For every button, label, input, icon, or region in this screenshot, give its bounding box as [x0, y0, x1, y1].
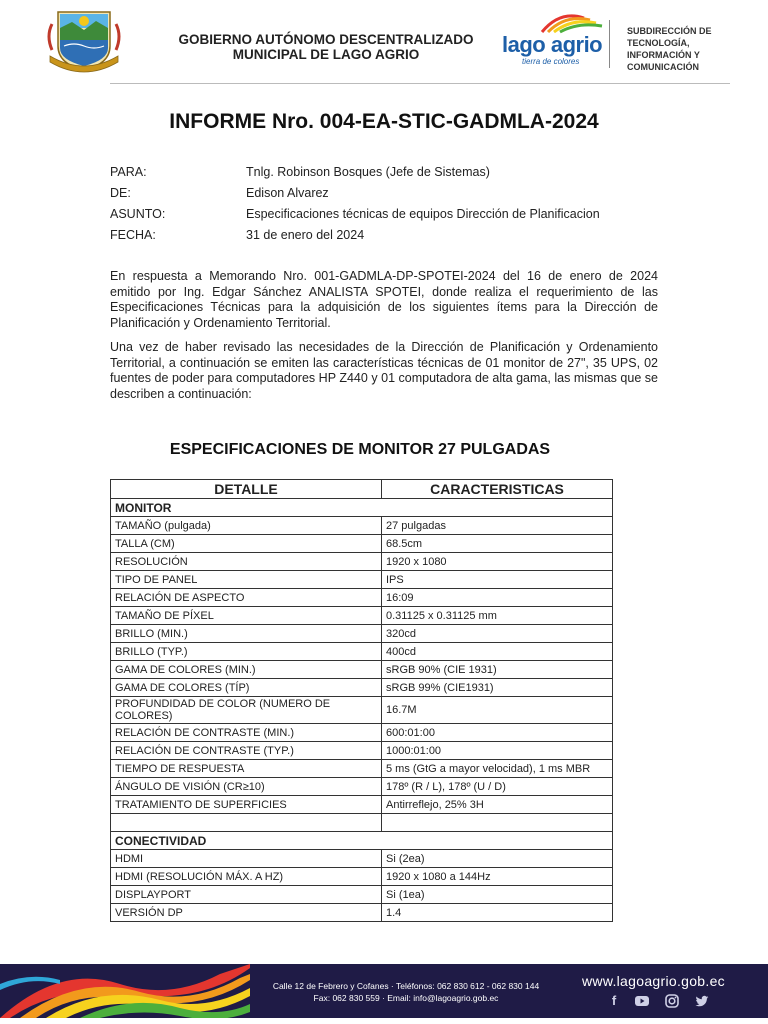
brand-name: lago agrio	[502, 32, 603, 57]
monitor-spec-table	[110, 479, 613, 922]
meta-label: DE:	[110, 186, 131, 200]
spec-key: VERSIÓN DP	[111, 904, 382, 922]
table-row	[111, 571, 613, 589]
spec-key: BRILLO (TYP.)	[111, 643, 382, 661]
table-row	[111, 850, 613, 868]
spec-key: RELACIÓN DE CONTRASTE (TYP.)	[111, 742, 382, 760]
spec-key: RELACIÓN DE CONTRASTE (MIN.)	[111, 724, 382, 742]
meta-value: Tnlg. Robinson Bosques (Jefe de Sistemas)	[246, 165, 490, 179]
spec-key: TIEMPO DE RESPUESTA	[111, 760, 382, 778]
table-row	[111, 643, 613, 661]
table-row	[111, 868, 613, 886]
spec-key: RESOLUCIÓN	[111, 553, 382, 571]
lago-agrio-brand-logo	[500, 12, 604, 68]
spec-key: GAMA DE COLORES (MIN.)	[111, 661, 382, 679]
footer-address-line2: Fax: 062 830 559 · Email: info@lagoagrio.gob.ec	[313, 993, 499, 1003]
table-row	[111, 589, 613, 607]
twitter-icon[interactable]	[694, 993, 710, 1009]
spec-key: GAMA DE COLORES (TÍP)	[111, 679, 382, 697]
spec-value: 1920 x 1080	[382, 553, 613, 571]
table-row	[111, 904, 613, 922]
table-row	[111, 778, 613, 796]
empty-row	[111, 814, 613, 832]
header-divider	[609, 20, 610, 68]
meta-value: 31 de enero del 2024	[246, 228, 365, 242]
table-row	[111, 517, 613, 535]
column-header-caracteristicas: CARACTERISTICAS	[382, 480, 613, 499]
table-row	[111, 607, 613, 625]
spec-key: HDMI	[111, 850, 382, 868]
meta-row-fecha	[110, 228, 650, 249]
meta-row-asunto	[110, 207, 650, 228]
spec-key: RELACIÓN DE ASPECTO	[111, 589, 382, 607]
spec-value: Antirreflejo, 25% 3H	[382, 796, 613, 814]
spec-value: 320cd	[382, 625, 613, 643]
spec-value: IPS	[382, 571, 613, 589]
spec-value: Si (2ea)	[382, 850, 613, 868]
government-name-line2: MUNICIPAL DE LAGO AGRIO	[232, 47, 420, 62]
column-header-detalle: DETALLE	[111, 480, 382, 499]
spec-value: 16.7M	[382, 697, 613, 724]
spec-value: 600:01:00	[382, 724, 613, 742]
table-row	[111, 553, 613, 571]
government-name	[146, 32, 506, 62]
spec-value: 27 pulgadas	[382, 517, 613, 535]
facebook-icon[interactable]: f	[611, 993, 617, 1008]
review-paragraph: Una vez de haber revisado las necesidades de la Dirección de Planificación y Ordenamiento Territorial, a continuación se emiten las características técnicas de 01 monitor de 27", 35 UPS, 02 fuentes de poder para computadores HP Z440 y 01 computadora de alta gama, las mismas que se describen a continuación:	[110, 340, 658, 401]
department-name-line2: TECNOLOGÍA,	[627, 38, 690, 48]
spec-key: TALLA (CM)	[111, 535, 382, 553]
instagram-icon[interactable]	[664, 993, 680, 1009]
spec-key: ÁNGULO DE VISIÓN (CR≥10)	[111, 778, 382, 796]
meta-value: Edison Alvarez	[246, 186, 329, 200]
spec-value: 68.5cm	[382, 535, 613, 553]
spec-key: BRILLO (MIN.)	[111, 625, 382, 643]
table-row	[111, 796, 613, 814]
table-header-row	[111, 480, 613, 499]
meta-label: ASUNTO:	[110, 207, 166, 221]
spec-key: TAMAÑO DE PÍXEL	[111, 607, 382, 625]
table-row	[111, 724, 613, 742]
municipal-crest-logo	[44, 6, 124, 74]
spec-value: 400cd	[382, 643, 613, 661]
table-row	[111, 535, 613, 553]
spec-key: TRATAMIENTO DE SUPERFICIES	[111, 796, 382, 814]
spec-value: 5 ms (GtG a mayor velocidad), 1 ms MBR	[382, 760, 613, 778]
intro-paragraph: En respuesta a Memorando Nro. 001-GADMLA-DP-SPOTEI-2024 del 16 de enero de 2024 emitido por Ing. Edgar Sánchez ANALISTA SPOTEI, donde realiza el requerimiento de las Especificaciones Técnicas para la adquisición de los siguientes ítems para la Dirección de Planificación y Ordenamiento Territorial.	[110, 269, 658, 330]
group-row-conectividad	[111, 832, 613, 850]
spec-value: 0.31125 x 0.31125 mm	[382, 607, 613, 625]
spec-value: Si (1ea)	[382, 886, 613, 904]
table-row	[111, 661, 613, 679]
footer-address-line1: Calle 12 de Febrero y Cofanes · Teléfonos: 062 830 612 - 062 830 144	[272, 981, 540, 991]
spec-value: 1.4	[382, 904, 613, 922]
decorative-color-waves	[0, 964, 250, 1018]
spec-section-title: ESPECIFICACIONES DE MONITOR 27 PULGADAS	[169, 441, 551, 458]
meta-row-para	[110, 165, 650, 186]
social-links	[606, 993, 726, 1013]
government-name-line1: GOBIERNO AUTÓNOMO DESCENTRALIZADO	[178, 32, 474, 47]
spec-value: sRGB 90% (CIE 1931)	[382, 661, 613, 679]
spec-key: HDMI (RESOLUCIÓN MÁX. A HZ)	[111, 868, 382, 886]
youtube-icon[interactable]	[634, 993, 650, 1009]
table-row	[111, 760, 613, 778]
department-name-line3: INFORMACIÓN Y	[627, 50, 700, 60]
spec-key: PROFUNDIDAD DE COLOR (NUMERO DE COLORES)	[111, 697, 382, 724]
table-row	[111, 625, 613, 643]
spec-value: 178º (R / L), 178º (U / D)	[382, 778, 613, 796]
spec-key: TIPO DE PANEL	[111, 571, 382, 589]
department-name	[627, 25, 747, 73]
color-swoosh-icon	[540, 12, 604, 34]
empty-cell	[382, 814, 613, 832]
table-row	[111, 742, 613, 760]
spec-value: 16:09	[382, 589, 613, 607]
empty-cell	[111, 814, 382, 832]
meta-value: Especificaciones técnicas de equipos Dirección de Planificacion	[246, 207, 600, 221]
department-name-line4: COMUNICACIÓN	[627, 62, 699, 72]
brand-tagline: tierra de colores	[522, 57, 580, 66]
footer-address	[256, 980, 556, 1004]
table-row	[111, 886, 613, 904]
letterhead	[0, 0, 768, 84]
report-title: INFORME Nro. 004-EA-STIC-GADMLA-2024	[169, 110, 599, 133]
spec-value: 1000:01:00	[382, 742, 613, 760]
meta-label: FECHA:	[110, 228, 156, 242]
spec-value: sRGB 99% (CIE1931)	[382, 679, 613, 697]
spec-value: 1920 x 1080 a 144Hz	[382, 868, 613, 886]
department-name-line1: SUBDIRECCIÓN DE	[627, 26, 712, 36]
header-rule	[110, 83, 730, 84]
report-meta	[110, 165, 650, 249]
website-link[interactable]: www.lagoagrio.gob.ec	[582, 973, 725, 989]
table-row	[111, 679, 613, 697]
page-footer	[0, 964, 768, 1018]
group-label: CONECTIVIDAD	[111, 832, 613, 850]
group-row-monitor	[111, 499, 613, 517]
spec-key: TAMAÑO (pulgada)	[111, 517, 382, 535]
meta-label: PARA:	[110, 165, 147, 179]
group-label: MONITOR	[111, 499, 613, 517]
table-row	[111, 697, 613, 724]
meta-row-de	[110, 186, 650, 207]
spec-key: DISPLAYPORT	[111, 886, 382, 904]
